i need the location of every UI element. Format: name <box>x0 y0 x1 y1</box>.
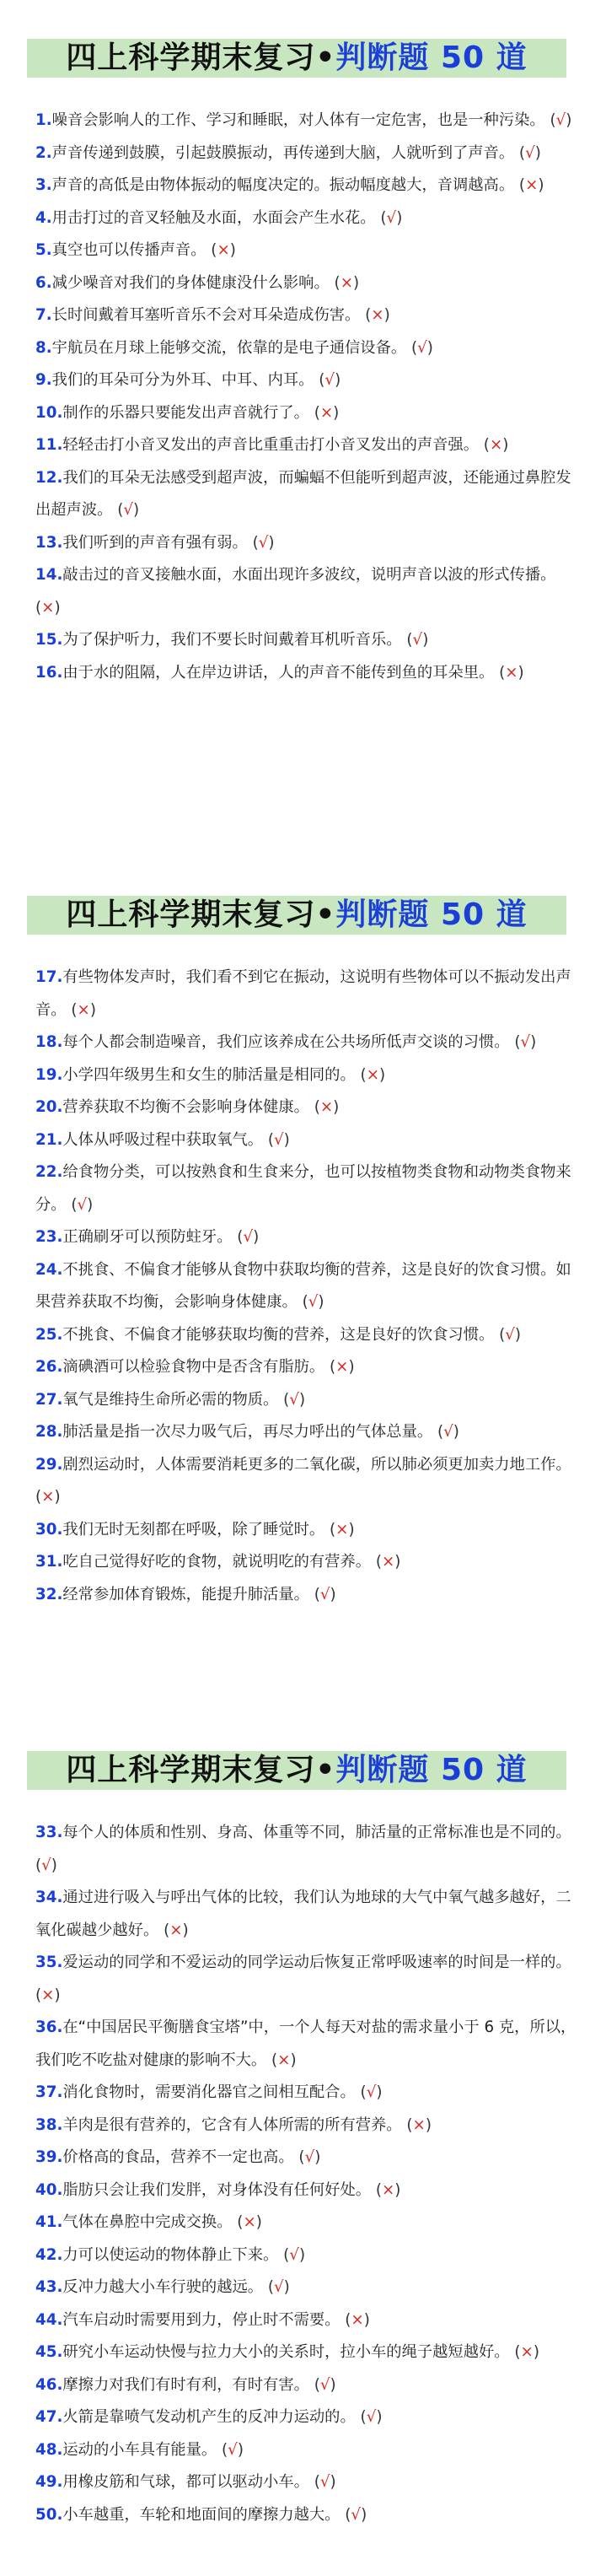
question-item: 8.宇航员在月球上能够交流，依靠的是电子通信设备。 (√) <box>35 338 433 357</box>
question-text: 消化食物时，需要消化器官之间相互配合。 <box>62 2083 356 2101</box>
question-number: 25. <box>35 1325 63 1344</box>
question-text: 人体从呼吸过程中获取氧气。 <box>62 1130 264 1149</box>
question-list <box>35 105 580 689</box>
question-number: 31. <box>35 1553 63 1571</box>
question-number: 1. <box>35 111 52 129</box>
answer-mark: √ <box>443 1423 453 1441</box>
question-list <box>35 962 580 1611</box>
question-text: 吃自己觉得好吃的食物，就说明吃的有营养。 <box>62 1553 372 1571</box>
title-highlight: 判断题 50 道 <box>335 1753 528 1787</box>
question-number: 13. <box>35 533 63 552</box>
question-item: 2.声音传递到鼓膜，引起鼓膜振动，再传递到大脑，人就听到了声音。 (√) <box>35 143 541 162</box>
question-item: 10.制作的乐器只要能发出声音就行了。 (×) <box>35 403 340 422</box>
question-text: 噪音会影响人的工作、学习和睡眠，对人体有一定危害，也是一种污染。 <box>51 111 545 129</box>
question-number: 38. <box>35 2115 63 2134</box>
question-number: 5. <box>35 241 52 259</box>
question-number: 49. <box>35 2473 63 2491</box>
answer-mark: √ <box>228 2440 238 2459</box>
question-item: 13.我们听到的声音有强有弱。 (√) <box>35 533 275 552</box>
question-text: 价格高的食品，营养不一定也高。 <box>62 2148 294 2166</box>
question-item: 15.为了保护听力，我们不要长时间戴着耳机听音乐。 (√) <box>35 631 429 649</box>
section-3 <box>0 1751 606 2569</box>
question-text: 轻轻击打小音叉发出的声音比重重击打小音叉发出的声音强。 <box>62 436 479 454</box>
section-title-banner <box>27 1751 566 1790</box>
question-text: 我们无时无刻都在呼吸，除了睡觉时。 <box>62 1520 325 1539</box>
question-number: 2. <box>35 143 52 162</box>
answer-mark: × <box>335 1358 349 1376</box>
answer-mark: √ <box>304 2148 315 2166</box>
question-text: 声音传递到鼓膜，引起鼓膜振动，再传递到大脑，人就听到了声音。 <box>51 143 515 162</box>
question-number: 46. <box>35 2375 63 2394</box>
question-text: 减少噪音对我们的身体健康没什么影响。 <box>51 273 330 292</box>
question-item: 4.用击打过的音叉轻触及水面，水面会产生水花。 (√) <box>35 208 403 227</box>
question-item: 19.小学四年级男生和女生的肺活量是相同的。 (×) <box>35 1065 386 1084</box>
title-main: 四上科学期末复习• <box>66 1753 336 1787</box>
question-item: 16.由于水的阻隔，人在岸边讲话，人的声音不能传到鱼的耳朵里。 (×) <box>35 663 524 682</box>
question-item: 3.声音的高低是由物体振动的幅度决定的。振动幅度越大，音调越高。 (×) <box>35 176 544 194</box>
question-item: 43.反冲力越大小车行驶的越远。 (√) <box>35 2278 290 2296</box>
question-number: 33. <box>35 1824 63 1841</box>
question-item: 36.在“中国居民平衡膳食宝塔”中，一个人每天对盐的需求量小于 6 克，所以，我们吃不吃盐对健康的影响不大。 (×) <box>35 2018 577 2069</box>
question-number: 16. <box>35 663 63 682</box>
answer-mark: × <box>243 2213 256 2231</box>
section-1 <box>0 39 606 849</box>
question-number: 19. <box>35 1065 63 1084</box>
question-text: 我们的耳朵无法感受到超声波，而蝙蝠不但能听到超声波，还能通过鼻腔发出超声波。 <box>35 468 571 519</box>
question-text: 敲击过的音叉接触水面，水面出现许多波纹，说明声音以波的形式传播。 <box>62 566 556 584</box>
question-item: 45.研究小车运动快慢与拉力大小的关系时，拉小车的绳子越短越好。 (×) <box>35 2343 539 2361</box>
question-text: 由于水的阻隔，人在岸边讲话，人的声音不能传到鱼的耳朵里。 <box>62 663 495 682</box>
answer-mark: × <box>319 1098 334 1116</box>
question-number: 24. <box>35 1260 63 1279</box>
question-item: 37.消化食物时，需要消化器官之间相互配合。 (√) <box>35 2083 383 2101</box>
answer-mark: √ <box>525 143 535 162</box>
answer-mark: √ <box>319 1585 330 1603</box>
question-text: 用橡皮筋和气球，都可以驱动小车。 <box>62 2473 309 2491</box>
answer-mark: √ <box>274 1130 284 1149</box>
answer-mark: × <box>381 2180 395 2199</box>
answer-mark: × <box>217 241 230 259</box>
question-number: 8. <box>35 338 52 357</box>
question-item: 38.羊肉是很有营养的，它含有人体所需的所有营养。 (×) <box>35 2115 432 2134</box>
question-number: 7. <box>35 306 52 324</box>
question-item: 5.真空也可以传播声音。 (×) <box>35 241 236 259</box>
answer-mark: √ <box>41 1856 51 1874</box>
answer-mark: × <box>335 1520 349 1539</box>
answer-mark: √ <box>319 2473 330 2491</box>
question-item: 40.脂肪只会让我们发胖，对身体没有任何好处。 (×) <box>35 2180 401 2199</box>
question-text: 为了保护听力，我们不要长时间戴着耳机听音乐。 <box>62 631 402 649</box>
answer-mark: √ <box>289 2245 299 2264</box>
question-number: 40. <box>35 2180 63 2199</box>
question-item: 42.力可以使运动的物体静止下来。 (√) <box>35 2245 306 2264</box>
question-item: 12.我们的耳朵无法感受到超声波，而蝙蝠不但能听到超声波，还能通过鼻腔发出超声波。 (√) <box>35 468 571 519</box>
question-number: 22. <box>35 1163 63 1181</box>
question-text: 剧烈运动时，人体需要消耗更多的二氧化碳，所以肺必须更加卖力地工作。 <box>62 1455 571 1474</box>
answer-mark: √ <box>258 533 269 552</box>
question-number: 47. <box>35 2408 63 2426</box>
answer-mark: √ <box>366 2083 377 2101</box>
question-item: 18.每个人都会制造噪音，我们应该养成在公共场所低声交谈的习惯。 (√) <box>35 1033 537 1051</box>
question-item: 29.剧烈运动时，人体需要消耗更多的二氧化碳，所以肺必须更加卖力地工作。 (×) <box>35 1455 571 1506</box>
answer-mark: × <box>77 1000 90 1019</box>
question-text: 营养获取不均衡不会影响身体健康。 <box>62 1098 309 1116</box>
question-text: 不挑食、不偏食才能够获取均衡的营养，这是良好的饮食习惯。 <box>62 1325 495 1344</box>
question-number: 28. <box>35 1423 63 1441</box>
answer-mark: √ <box>555 111 566 129</box>
question-item: 48.运动的小车具有能量。 (√) <box>35 2440 244 2459</box>
question-number: 34. <box>35 1889 63 1906</box>
answer-mark: × <box>525 176 539 194</box>
question-text: 制作的乐器只要能发出声音就行了。 <box>62 403 309 422</box>
answer-mark: × <box>41 1986 55 2004</box>
section-title <box>27 1751 566 1790</box>
question-number: 35. <box>35 1954 63 1971</box>
question-item: 21.人体从呼吸过程中获取氧气。 (√) <box>35 1130 290 1149</box>
question-item: 49.用橡皮筋和气球，都可以驱动小车。 (√) <box>35 2473 336 2491</box>
question-number: 11. <box>35 436 63 454</box>
question-item: 50.小车越重，车轮和地面间的摩擦力越大。 (√) <box>35 2505 367 2524</box>
question-text: 肺活量是指一次尽力吸气后，再尽力呼出的气体总量。 <box>62 1423 433 1441</box>
question-item: 23.正确刷牙可以预防蛀牙。 (√) <box>35 1228 260 1246</box>
question-item: 33.每个人的体质和性别、身高、体重等不同，肺活量的正常标准也是不同的。 (√) <box>35 1824 571 1874</box>
question-text: 在“中国居民平衡膳食宝塔”中，一个人每天对盐的需求量小于 6 克，所以，我们吃不吃盐对健康的影响不大。 <box>35 2018 577 2069</box>
question-number: 29. <box>35 1455 63 1474</box>
question-number: 32. <box>35 1585 63 1603</box>
question-item: 26.滴碘酒可以检验食物中是否含有脂肪。 (×) <box>35 1358 355 1376</box>
question-number: 37. <box>35 2083 63 2101</box>
question-text: 我们听到的声音有强有弱。 <box>62 533 248 552</box>
question-item: 30.我们无时无刻都在呼吸，除了睡觉时。 (×) <box>35 1520 355 1539</box>
answer-mark: × <box>351 2310 364 2329</box>
question-text: 力可以使运动的物体静止下来。 <box>62 2245 279 2264</box>
question-item: 28.肺活量是指一次尽力吸气后，再尽力呼出的气体总量。 (√) <box>35 1423 459 1441</box>
question-number: 4. <box>35 208 52 227</box>
question-number: 9. <box>35 371 52 389</box>
question-text: 正确刷牙可以预防蛀牙。 <box>62 1228 233 1246</box>
question-number: 17. <box>35 968 63 986</box>
answer-mark: √ <box>123 501 134 519</box>
answer-mark: × <box>319 403 334 422</box>
question-text: 汽车启动时需要用到力，停止时不需要。 <box>62 2310 341 2329</box>
question-text: 脂肪只会让我们发胖，对身体没有任何好处。 <box>62 2180 372 2199</box>
question-text: 运动的小车具有能量。 <box>62 2440 217 2459</box>
question-item: 22.给食物分类，可以按熟食和生食来分，也可以按植物类食物和动物类食物来分。 (√) <box>35 1163 571 1214</box>
answer-mark: × <box>381 1553 395 1571</box>
question-text: 摩擦力对我们有时有利，有时有害。 <box>62 2375 309 2394</box>
question-text: 火箭是靠喷气发动机产生的反冲力运动的。 <box>62 2408 356 2426</box>
question-item: 44.汽车启动时需要用到力，停止时不需要。 (×) <box>35 2310 370 2329</box>
question-number: 20. <box>35 1098 63 1116</box>
section-title <box>27 39 566 78</box>
answer-mark: √ <box>386 208 397 227</box>
question-number: 43. <box>35 2278 63 2296</box>
question-number: 26. <box>35 1358 63 1376</box>
question-number: 36. <box>35 2018 63 2036</box>
question-number: 6. <box>35 273 52 292</box>
question-item: 47.火箭是靠喷气发动机产生的反冲力运动的。 (√) <box>35 2408 383 2426</box>
answer-mark: √ <box>505 1325 515 1344</box>
answer-mark: × <box>169 1921 183 1939</box>
question-item: 46.摩擦力对我们有时有利，有时有害。 (√) <box>35 2375 336 2394</box>
question-number: 15. <box>35 631 63 649</box>
title-main: 四上科学期末复习• <box>66 897 336 932</box>
answer-mark: √ <box>417 338 427 357</box>
question-text: 反冲力越大小车行驶的越远。 <box>62 2278 264 2296</box>
answer-mark: √ <box>351 2505 362 2524</box>
answer-mark: × <box>520 2343 534 2361</box>
question-item: 24.不挑食、不偏食才能够从食物中获取均衡的营养，这是良好的饮食习惯。如果营养获取不均衡，会影响身体健康。 (√) <box>35 1260 571 1311</box>
answer-mark: √ <box>319 2375 330 2394</box>
answer-mark: × <box>41 598 55 617</box>
question-text: 研究小车运动快慢与拉力大小的关系时，拉小车的绳子越短越好。 <box>62 2343 510 2361</box>
answer-mark: √ <box>243 1228 254 1246</box>
answer-mark: √ <box>520 1033 531 1051</box>
question-item: 41.气体在鼻腔中完成交换。 (×) <box>35 2213 262 2231</box>
question-number: 42. <box>35 2245 63 2264</box>
question-text: 有些物体发声时，我们看不到它在振动，这说明有些物体可以不振动发出声音。 <box>35 968 571 1019</box>
answer-mark: √ <box>366 2408 377 2426</box>
question-number: 44. <box>35 2310 63 2329</box>
question-text: 宇航员在月球上能够交流，依靠的是电子通信设备。 <box>51 338 407 357</box>
section-title-banner <box>27 896 566 935</box>
question-item: 11.轻轻击打小音叉发出的声音比重重击打小音叉发出的声音强。 (×) <box>35 436 509 454</box>
question-text: 不挑食、不偏食才能够从食物中获取均衡的营养，这是良好的饮食习惯。如果营养获取不均衡，会影响身体健康。 <box>35 1260 571 1311</box>
question-number: 21. <box>35 1130 63 1149</box>
question-text: 每个人都会制造噪音，我们应该养成在公共场所低声交谈的习惯。 <box>62 1033 510 1051</box>
question-number: 41. <box>35 2213 63 2231</box>
answer-mark: × <box>412 2115 426 2134</box>
question-list <box>35 1817 580 2531</box>
question-text: 通过进行吸入与呼出气体的比较，我们认为地球的大气中氧气越多越好，二氧化碳越少越好。 <box>35 1889 571 1939</box>
answer-mark: × <box>371 306 384 324</box>
answer-mark: √ <box>274 2278 284 2296</box>
answer-mark: √ <box>77 1195 88 1214</box>
title-highlight: 判断题 50 道 <box>335 897 528 932</box>
question-item: 31.吃自己觉得好吃的食物，就说明吃的有营养。 (×) <box>35 1553 401 1571</box>
question-text: 真空也可以传播声音。 <box>51 241 206 259</box>
section-2 <box>0 896 606 1706</box>
question-item: 6.减少噪音对我们的身体健康没什么影响。 (×) <box>35 273 360 292</box>
question-item: 27.氧气是维持生命所必需的物质。 (√) <box>35 1390 306 1409</box>
question-text: 我们的耳朵可分为外耳、中耳、内耳。 <box>51 371 314 389</box>
question-number: 45. <box>35 2343 63 2361</box>
question-item: 9.我们的耳朵可分为外耳、中耳、内耳。 (√) <box>35 371 341 389</box>
question-text: 每个人的体质和性别、身高、体重等不同，肺活量的正常标准也是不同的。 <box>62 1824 571 1841</box>
section-title <box>27 896 566 935</box>
question-item: 39.价格高的食品，营养不一定也高。 (√) <box>35 2148 321 2166</box>
title-highlight: 判断题 50 道 <box>335 40 528 75</box>
question-number: 48. <box>35 2440 63 2459</box>
answer-mark: × <box>489 436 503 454</box>
question-number: 10. <box>35 403 63 422</box>
question-number: 39. <box>35 2148 63 2166</box>
question-item: 34.通过进行吸入与呼出气体的比较，我们认为地球的大气中氧气越多越好，二氧化碳越少越好。 (×) <box>35 1889 571 1939</box>
question-text: 羊肉是很有营养的，它含有人体所需的所有营养。 <box>62 2115 402 2134</box>
question-item: 17.有些物体发声时，我们看不到它在振动，这说明有些物体可以不振动发出声音。 (×) <box>35 968 571 1019</box>
question-number: 12. <box>35 468 63 487</box>
answer-mark: √ <box>324 371 335 389</box>
title-main: 四上科学期末复习• <box>66 40 336 75</box>
question-text: 经常参加体育锻炼，能提升肺活量。 <box>62 1585 309 1603</box>
question-text: 滴碘酒可以检验食物中是否含有脂肪。 <box>62 1358 325 1376</box>
question-item: 7.长时间戴着耳塞听音乐不会对耳朵造成伤害。 (×) <box>35 306 390 324</box>
question-number: 18. <box>35 1033 63 1051</box>
question-text: 小车越重，车轮和地面间的摩擦力越大。 <box>62 2505 341 2524</box>
answer-mark: × <box>41 1488 55 1506</box>
section-title-banner <box>27 39 566 78</box>
question-text: 长时间戴着耳塞听音乐不会对耳朵造成伤害。 <box>51 306 361 324</box>
question-number: 3. <box>35 176 52 194</box>
question-item: 14.敲击过的音叉接触水面，水面出现许多波纹，说明声音以波的形式传播。 (×) <box>35 566 556 617</box>
question-text: 氧气是维持生命所必需的物质。 <box>62 1390 279 1409</box>
answer-mark: √ <box>308 1293 319 1311</box>
question-number: 30. <box>35 1520 63 1539</box>
question-number: 14. <box>35 566 63 584</box>
question-text: 小学四年级男生和女生的肺活量是相同的。 <box>62 1065 356 1084</box>
answer-mark: × <box>366 1065 380 1084</box>
question-item: 32.经常参加体育锻炼，能提升肺活量。 (√) <box>35 1585 336 1603</box>
question-number: 27. <box>35 1390 63 1409</box>
question-item: 20.营养获取不均衡不会影响身体健康。 (×) <box>35 1098 340 1116</box>
question-text: 用击打过的音叉轻触及水面，水面会产生水花。 <box>51 208 376 227</box>
answer-mark: × <box>340 273 354 292</box>
question-item: 35.爱运动的同学和不爱运动的同学运动后恢复正常呼吸速率的时间是一样的。 (×) <box>35 1954 571 2004</box>
question-text: 给食物分类，可以按熟食和生食来分，也可以按植物类食物和动物类食物来分。 <box>35 1163 571 1214</box>
question-text: 气体在鼻腔中完成交换。 <box>62 2213 233 2231</box>
answer-mark: × <box>505 663 518 682</box>
question-item: 25.不挑食、不偏食才能够获取均衡的营养，这是良好的饮食习惯。 (√) <box>35 1325 522 1344</box>
question-number: 50. <box>35 2505 63 2524</box>
question-number: 23. <box>35 1228 63 1246</box>
question-item: 1.噪音会影响人的工作、学习和睡眠，对人体有一定危害，也是一种污染。 (√) <box>35 111 572 129</box>
question-text: 声音的高低是由物体振动的幅度决定的。振动幅度越大，音调越高。 <box>51 176 515 194</box>
answer-mark: √ <box>289 1390 299 1409</box>
answer-mark: √ <box>412 631 423 649</box>
question-text: 爱运动的同学和不爱运动的同学运动后恢复正常呼吸速率的时间是一样的。 <box>62 1954 571 1971</box>
answer-mark: × <box>277 2051 291 2069</box>
